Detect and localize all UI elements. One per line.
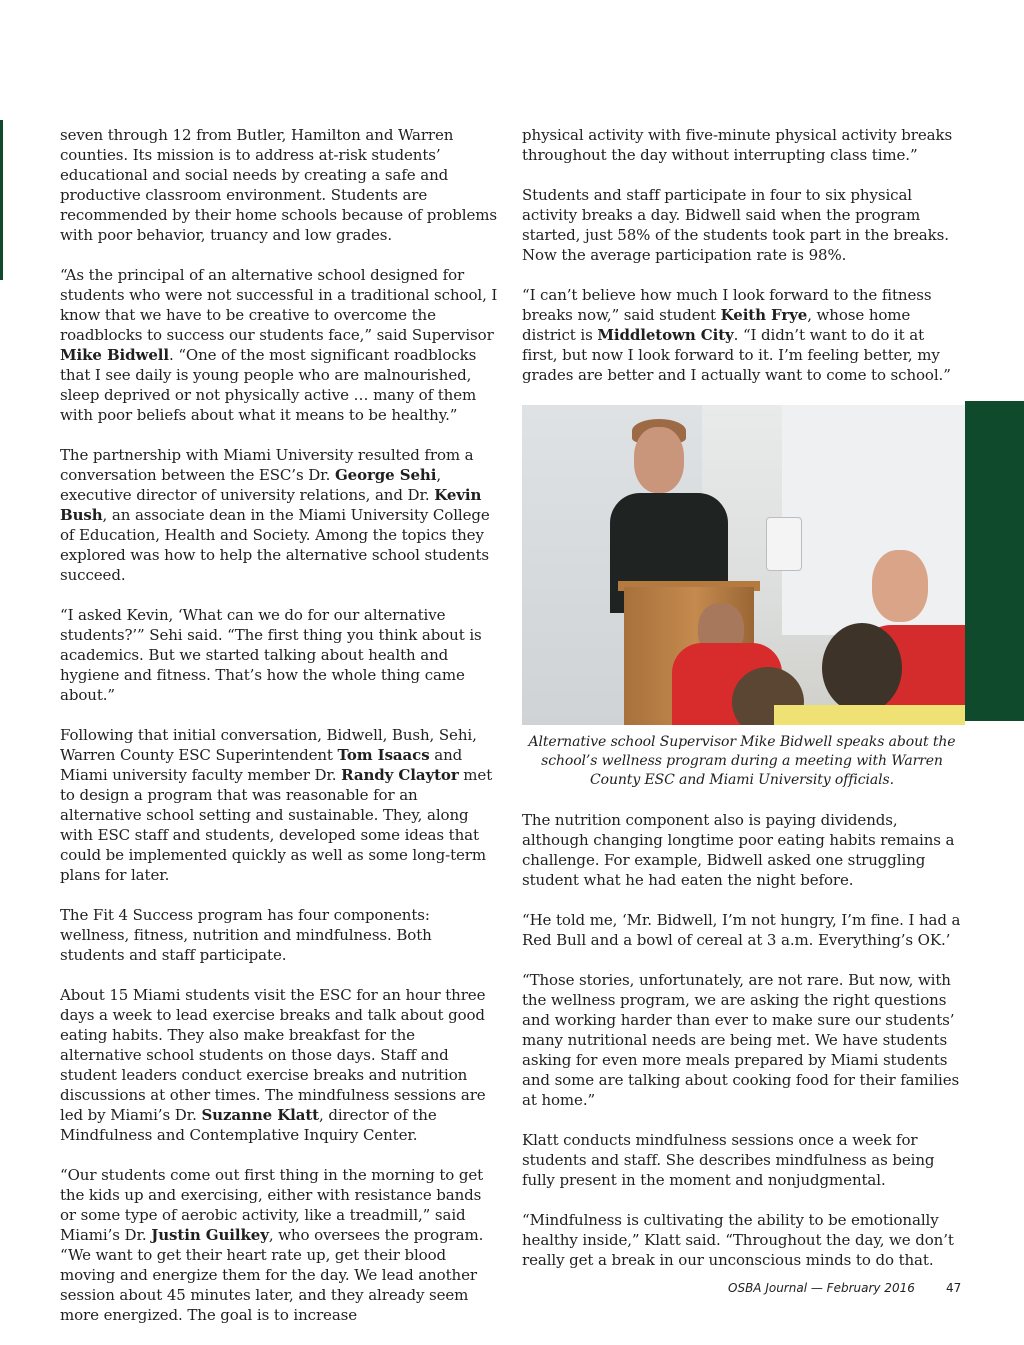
person-name: Randy Claytor xyxy=(341,766,459,784)
paragraph-text: physical activity with five-minute physical activity breaks throughout the day without interrupting class time.” xyxy=(522,126,953,164)
paragraph xyxy=(522,970,962,1110)
paragraph-text: Klatt conducts mindfulness sessions once a week for students and staff. She describes mindfulness as being fully present in the moment and nonjudgmental. xyxy=(522,1131,935,1189)
paragraph xyxy=(522,285,962,385)
paragraph xyxy=(60,605,500,705)
paragraph xyxy=(522,910,962,950)
paragraph-text: , who oversees the program. “We want to get their heart rate up, get their blood moving and energize them for the day. We lead another session about 45 minutes later, and they already seem more energized. The goal is to increase xyxy=(60,1226,484,1324)
publication-footer: OSBA Journal — February 2016 xyxy=(728,1281,915,1295)
paragraph xyxy=(60,985,500,1145)
paragraph xyxy=(60,125,500,245)
paragraph-text: and Miami university faculty member Dr. xyxy=(60,746,463,784)
paragraph-text: “Those stories, unfortunately, are not rare. But now, with the wellness program, we are asking the right questions and working harder than ever to make sure our students’ many nutritional needs are being met. We have students asking for even more meals prepared by Miami students and some are talking about cooking food for their families at home.” xyxy=(522,971,960,1109)
student-head xyxy=(872,550,928,622)
paragraph-text: . “One of the most significant roadblocks that I see daily is young people who are malnourished, sleep deprived or not physically active … many of them with poor beliefs about what it means to be healthy.” xyxy=(60,346,477,424)
person-name: Suzanne Klatt xyxy=(201,1106,320,1124)
paragraph-text: seven through 12 from Butler, Hamilton and Warren counties. Its mission is to address at-risk students’ educational and social needs by creating a safe and productive classroom environment. Students are recommended by their home schools because of problems with poor behavior, truancy and low grades. xyxy=(60,126,497,244)
person-name: Kevin Bush xyxy=(60,486,482,524)
paragraph-text: About 15 Miami students visit the ESC for an hour three days a week to lead exercise breaks and talk about good eating habits. They also make breakfast for the alternative school students on those days. Staff and student leaders conduct exercise breaks and nutrition discussions at other times. The mindfulness sessions are led by Miami’s Dr. xyxy=(60,986,486,1124)
paragraph-text: The Fit 4 Success program has four components: wellness, fitness, nutrition and mindfulness. Both students and staff participate. xyxy=(60,906,432,964)
paragraph xyxy=(60,725,500,885)
paragraph xyxy=(60,1165,500,1325)
left-column xyxy=(60,125,500,1345)
paragraph-text: met to design a program that was reasonable for an alternative school setting and sustainable. They, along with ESC staff and students, developed some ideas that could be implemented quickly as well as some long-term plans for later. xyxy=(60,766,493,884)
paragraph xyxy=(60,445,500,585)
paragraph-text: , director of the Mindfulness and Contemplative Inquiry Center. xyxy=(60,1106,437,1144)
paragraph-text: , an associate dean in the Miami University College of Education, Health and Society. Among the topics they explored was how to help the alternative school students succeed. xyxy=(60,506,490,584)
paragraph xyxy=(60,265,500,425)
meeting-photo xyxy=(522,405,965,725)
paragraph-text: The nutrition component also is paying dividends, although changing longtime poor eating habits remains a challenge. For example, Bidwell asked one struggling student what he had eaten the night before. xyxy=(522,811,955,889)
paragraph-text: “He told me, ‘Mr. Bidwell, I’m not hungry, I’m fine. I had a Red Bull and a bowl of cereal at 3 a.m. Everything’s OK.’ xyxy=(522,911,961,949)
person-name: Justin Guilkey xyxy=(151,1226,269,1244)
person-name: George Sehi xyxy=(334,466,437,484)
right-accent-bar xyxy=(965,401,1024,721)
paragraph-text: “Mindfulness is cultivating the ability to be emotionally healthy inside,” Klatt said. “Throughout the day, we don’t really get a break in our unconscious minds to do that. xyxy=(522,1211,954,1269)
paragraph xyxy=(522,1210,962,1270)
paragraph xyxy=(522,125,962,165)
paragraph xyxy=(522,1130,962,1190)
person-name: Tom Isaacs xyxy=(337,746,430,764)
speaker-head xyxy=(634,427,684,493)
paragraph xyxy=(522,185,962,265)
paragraph-text: “As the principal of an alternative school designed for students who were not successful in a traditional school, I know that we have to be creative to overcome the roadblocks to success our students face,” said Supervisor xyxy=(60,266,498,344)
paragraph-text: Following that initial conversation, Bidwell, Bush, Sehi, Warren County ESC Superintendent xyxy=(60,726,477,764)
paragraph-text: , executive director of university relations, and Dr. xyxy=(60,466,442,504)
district-name: Middletown City xyxy=(597,326,734,344)
paragraph-text: Students and staff participate in four to six physical activity breaks a day. Bidwell said when the program started, just 58% of the students took part in the breaks. Now the average participation rate is 98%. xyxy=(522,186,949,264)
paragraph xyxy=(522,810,962,890)
person-name: Mike Bidwell xyxy=(60,346,169,364)
paragraph-text: , whose home district is xyxy=(522,306,911,344)
paragraph-text: “Our students come out first thing in the morning to get the kids up and exercising, either with resistance bands or some type of aerobic activity, like a treadmill,” said Miami’s Dr. xyxy=(60,1166,484,1244)
paragraph-text: “I asked Kevin, ‘What can we do for our alternative students?’” Sehi said. “The first thing you think about is academics. But we started talking about health and hygiene and fitness. That’s how the whole thing came about.” xyxy=(60,606,482,704)
paragraph-text: The partnership with Miami University resulted from a conversation between the ESC’s Dr. xyxy=(60,446,474,484)
left-accent-bar xyxy=(0,120,3,280)
right-column xyxy=(522,125,962,1290)
audience-yellow-shirt xyxy=(774,705,965,725)
paragraph-text: . “I didn’t want to do it at first, but now I look forward to it. I’m feeling better, my grades are better and I actually want to come to school.” xyxy=(522,326,951,384)
paragraph xyxy=(60,905,500,965)
audience-head xyxy=(822,623,902,713)
person-name: Keith Frye xyxy=(720,306,808,324)
soap-dispenser xyxy=(766,517,802,571)
photo-caption: Alternative school Supervisor Mike Bidwell speaks about the school’s wellness program during a meeting with Warren County ESC and Miami University officials. xyxy=(528,734,956,788)
paragraph-text: “I can’t believe how much I look forward to the fitness breaks now,” said student xyxy=(522,286,932,324)
page-number: 47 xyxy=(946,1281,962,1295)
